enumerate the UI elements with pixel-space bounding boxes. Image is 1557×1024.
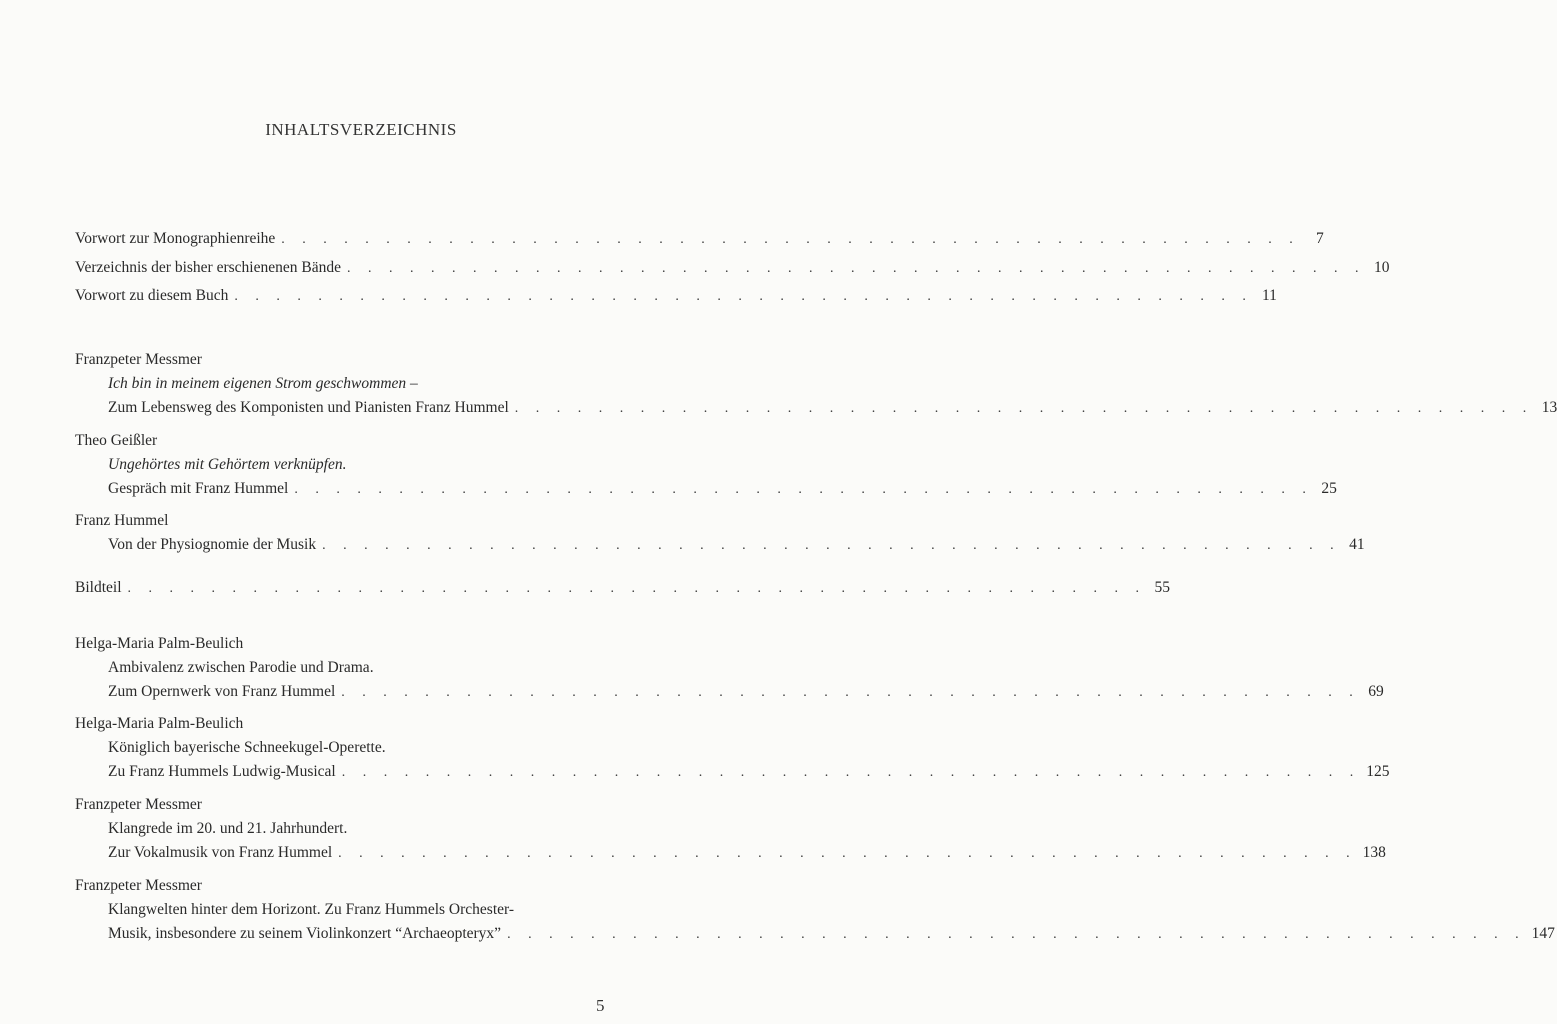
dot-leader: . . . . . . . . . . . . . . . . . . . . . . . . . . . . . . . . . . . . . . . . . . . . . . . . . (281, 232, 1300, 247)
dot-leader: . . . . . . . . . . . . . . . . . . . . . . . . . . . . . . . . . . . . . . . . . . . . . . . . . (514, 401, 1534, 416)
entry-title: Gespräch mit Franz Hummel (108, 480, 289, 497)
entry-author: Theo Geißler (75, 432, 158, 449)
entry-page: 138 (1362, 844, 1386, 861)
entry-title-italic: Ungehörtes mit Gehörtem verknüpfen. (108, 456, 347, 473)
entry-page: 125 (1366, 763, 1390, 780)
entry-author: Helga-Maria Palm-Beulich (75, 635, 244, 652)
entry-title: Zu Franz Hummels Ludwig-Musical (108, 763, 336, 780)
entry-page: 10 (1373, 259, 1390, 276)
toc-entry[interactable] (108, 762, 1390, 782)
entry-page: 41 (1349, 536, 1365, 553)
toc-entry[interactable] (108, 843, 1386, 863)
entry-title: Bildteil (75, 579, 122, 596)
entry-author: Franz Hummel (75, 512, 169, 529)
entry-title: Musik, insbesondere zu seinem Violinkonzert “Archaeopteryx” (108, 925, 502, 942)
toc-entry[interactable] (108, 398, 1557, 418)
entry-title: Vorwort zur Monographienreihe (75, 230, 276, 247)
entry-subtitle: Klangwelten hinter dem Horizont. Zu Franz Hummels Orchester- (108, 901, 515, 918)
page-title: INHALTSVERZEICHNIS (265, 120, 457, 139)
entry-page: 69 (1368, 683, 1384, 700)
dot-leader: . . . . . . . . . . . . . . . . . . . . . . . . . . . . . . . . . . . . . . . . . . . . . . . . . (127, 581, 1146, 596)
entry-author: Franzpeter Messmer (75, 877, 202, 894)
dot-leader: . . . . . . . . . . . . . . . . . . . . . . . . . . . . . . . . . . . . . . . . . . . . . . . . . (234, 289, 1253, 304)
dot-leader: . . . . . . . . . . . . . . . . . . . . . . . . . . . . . . . . . . . . . . . . . . . . . . . . . (346, 261, 1366, 276)
entry-author: Helga-Maria Palm-Beulich (75, 715, 244, 732)
entry-page: 13 (1541, 399, 1557, 416)
entry-page: 7 (1316, 230, 1324, 247)
toc-entry[interactable] (108, 479, 1337, 499)
entry-title: Zum Lebensweg des Komponisten und Pianisten Franz Hummel (108, 399, 509, 416)
toc-entry[interactable] (108, 682, 1384, 702)
entry-title: Zum Opernwerk von Franz Hummel (108, 683, 336, 700)
page-number: 5 (596, 996, 605, 1015)
entry-page: 25 (1321, 480, 1337, 497)
dot-leader: . . . . . . . . . . . . . . . . . . . . . . . . . . . . . . . . . . . . . . . . . . . . . . . . . (338, 846, 1357, 861)
entry-title-italic: Ich bin in meinem eigenen Strom geschwommen – (108, 375, 418, 392)
entry-title: Vorwort zu diesem Buch (75, 287, 229, 304)
entry-page: 55 (1154, 579, 1170, 596)
toc-entry[interactable] (108, 535, 1365, 555)
entry-title: Verzeichnis der bisher erschienenen Bände (75, 259, 341, 276)
entry-page: 11 (1261, 287, 1277, 304)
dot-leader: . . . . . . . . . . . . . . . . . . . . . . . . . . . . . . . . . . . . . . . . . . . . . . . . . (294, 482, 1313, 497)
toc-entry[interactable] (108, 924, 1555, 944)
toc-entry[interactable] (75, 229, 1324, 249)
entry-subtitle: Klangrede im 20. und 21. Jahrhundert. (108, 820, 348, 837)
entry-subtitle: Königlich bayerische Schneekugel-Operette. (108, 739, 386, 756)
dot-leader: . . . . . . . . . . . . . . . . . . . . . . . . . . . . . . . . . . . . . . . . . . . . . . . . . (322, 538, 1341, 553)
dot-leader: . . . . . . . . . . . . . . . . . . . . . . . . . . . . . . . . . . . . . . . . . . . . . . . . . (507, 927, 1526, 942)
entry-title: Von der Physiognomie der Musik (108, 536, 317, 553)
toc-entry[interactable] (75, 286, 1277, 306)
entry-author: Franzpeter Messmer (75, 351, 202, 368)
toc-entry[interactable] (75, 258, 1390, 278)
dot-leader: . . . . . . . . . . . . . . . . . . . . . . . . . . . . . . . . . . . . . . . . . . . . . . . . . (341, 765, 1361, 780)
entry-page: 147 (1531, 925, 1555, 942)
entry-author: Franzpeter Messmer (75, 796, 202, 813)
entry-subtitle: Ambivalenz zwischen Parodie und Drama. (108, 659, 374, 676)
entry-title: Zur Vokalmusik von Franz Hummel (108, 844, 333, 861)
toc-entry[interactable] (75, 578, 1170, 598)
dot-leader: . . . . . . . . . . . . . . . . . . . . . . . . . . . . . . . . . . . . . . . . . . . . . . . . . (341, 685, 1360, 700)
